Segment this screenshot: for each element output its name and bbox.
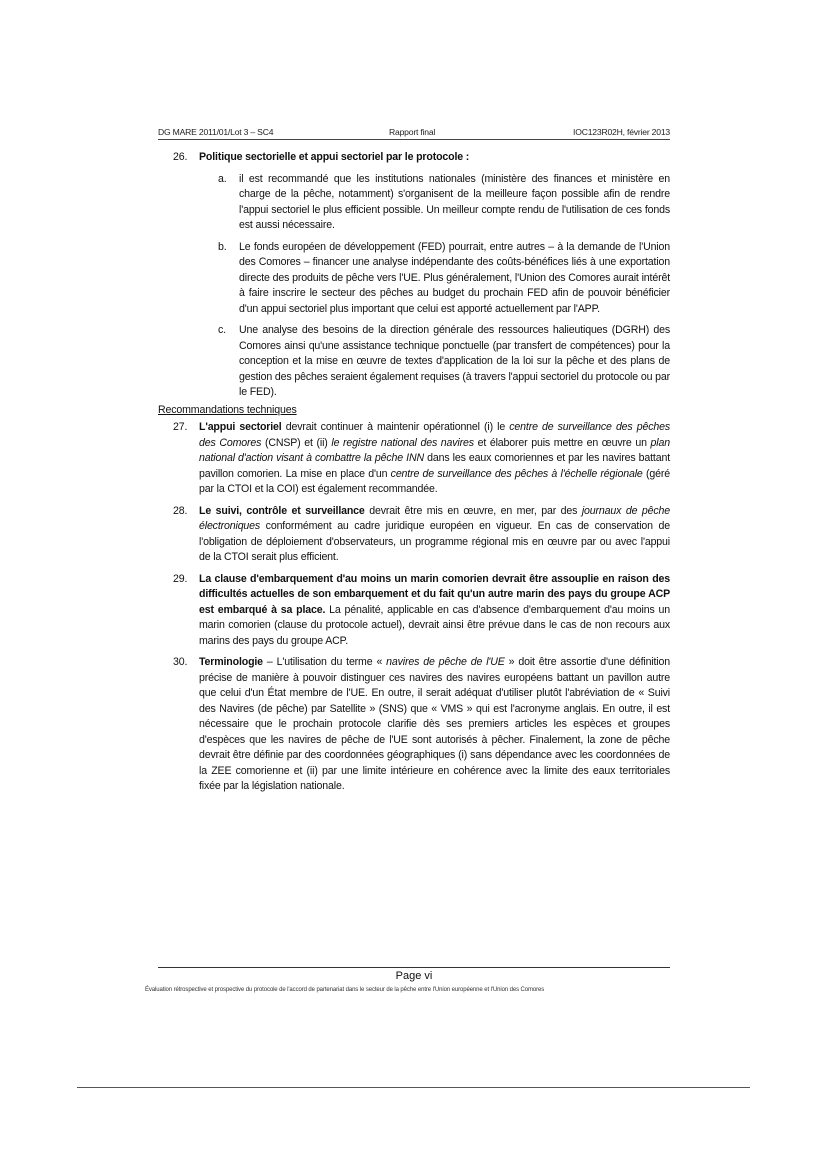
footer-caption: Évaluation rétrospective et prospective du protocole de l'accord de partenariat dans le secteur de la pêche entre l'Union européenne et l'Union des Comores: [145, 987, 545, 993]
item-number: 29.: [173, 572, 188, 585]
item-lead: La clause d'embarquement d'au moins un marin comorien devrait être assouplie en raison des difficultés actuelles de son embarquement et du fait qu'un autre marin des pays du groupe ACP est embarqué à sa place.: [199, 572, 670, 616]
item-text: – L'utilisation du terme «: [262, 656, 387, 668]
recommendation-30: [158, 655, 670, 795]
item-text: conformément au cadre juridique européen en vigueur. En cas de conservation de l'obligation de déploiement d'observateurs, un programme régional mis en œuvre par ou avec l'appui de la CTOI serait plus efficient.: [199, 520, 670, 563]
item-text: (géré par la CTOI et la COI) est également recommandée.: [199, 467, 670, 495]
sub-item-b: [158, 240, 670, 318]
item-text: devrait continuer à maintenir opérationnel (i) le: [281, 421, 510, 433]
item-number: 28.: [173, 504, 188, 517]
header-reference: DG MARE 2011/01/Lot 3 – SC4: [158, 127, 274, 137]
item-text: devrait être mis en œuvre, en mer, par des: [364, 504, 582, 517]
item-emphasis: centre de surveillance des pêches des Comores: [199, 421, 671, 449]
sub-item-c: [158, 323, 670, 401]
footer-divider: [158, 967, 670, 968]
item-emphasis: journaux de pêche électroniques: [199, 504, 670, 532]
recommendation-29: [158, 572, 670, 650]
item-number: 30.: [173, 656, 188, 668]
item-number: 26.: [173, 151, 188, 163]
sub-text: il est recommandé que les institutions nationales (ministère des finances et ministère en charge de la pêche, notamment) s'organisent de la meilleure façon possible afin de rendre l'appui sectoriel le plus efficient possible. Un meilleur compte rendu de l'utilisation de ces fonds est aussi nécessaire.: [239, 172, 670, 231]
recommendation-28: [158, 504, 670, 566]
item-emphasis: plan national d'action visant à combattre la pêche INN: [199, 436, 670, 464]
sub-text: Une analyse des besoins de la direction générale des ressources halieutiques (DGRH) des Comores ainsi qu'une assistance technique ponctuelle (par transfert de compétences) pour la conception et la mise en œuvre de textes d'application de la loi sur la pêche et des plans de gestion des pêches seraient également requises (à travers l'appui sectoriel du protocole ou par le FED).: [239, 324, 670, 398]
recommendation-27: [158, 420, 670, 498]
sub-letter: a.: [218, 172, 227, 185]
sub-text: Le fonds européen de développement (FED) pourrait, entre autres – à la demande de l'Union des Comores – financer une analyse indépendante des coûts-bénéfices liés à une exportation directe des produits de pêche vers l'UE. Plus généralement, l'Union des Comores aurait intérêt à faire inscrire le secteur des pêches au budget du prochain FED afin de pouvoir bénéficier d'un appui sectoriel plus important que celui est apporté actuellement par l'APP.: [239, 240, 670, 315]
sub-letter: c.: [218, 324, 226, 336]
item-emphasis: navires de pêche de l'UE: [386, 656, 505, 668]
header-divider: [158, 139, 670, 140]
page-header: [158, 127, 670, 139]
item-title: Politique sectorielle et appui sectoriel par le protocole :: [199, 151, 470, 163]
recommendation-26: [158, 150, 670, 166]
item-emphasis: centre de surveillance des pêches à l'échelle régionale: [390, 467, 643, 480]
item-text: et élaborer puis mettre en œuvre un: [473, 436, 651, 449]
page-number: Page vi: [395, 970, 433, 982]
item-lead: Terminologie: [199, 656, 263, 668]
section-heading: Recommandations techniques: [158, 403, 297, 416]
item-text: dans les eaux comoriennes et par les navires battant pavillon comorien. La mise en place d'un: [199, 452, 670, 480]
header-doc-id: IOC123R02H, février 2013: [573, 127, 670, 137]
item-emphasis: le registre national des navires: [331, 436, 474, 449]
page-bottom-divider: [77, 1087, 750, 1088]
sub-letter: b.: [218, 240, 227, 253]
item-text: » doit être assortie d'une définition précise de manière à pouvoir distinguer ces navires des navires européens battant un pavillon autre que celui d'un État membre de l'UE. En outre, il serait adéquat d'utiliser plutôt l'abréviation de « Suivi des Navires (de pêche) par Satellite » (SNS) que « VMS » qui est l'acronyme anglais. En outre, il est nécessaire que le prochain protocole clarifie dès ses premiers articles les espèces et groupes d'espèces que les navires de pêche de l'UE sont autorisés à pêcher. Finalement, la zone de pêche devrait être définie par des coordonnées géographiques (i) sans dépendance avec les coordonnées de la ZEE comorienne et (ii) par une limite intérieure en cohérence avec la limite des eaux territoriales fixée par la législation nationale.: [199, 656, 670, 792]
header-report-type: Rapport final: [389, 127, 436, 137]
document-body: [158, 150, 670, 795]
item-text: (CNSP) et (ii): [261, 436, 332, 449]
item-lead: Le suivi, contrôle et surveillance: [199, 504, 365, 517]
item-text: La pénalité, applicable en cas d'absence d'embarquement d'au moins un marin comorien (clause du protocole actuel), devrait ainsi être prévue dans le cas de non recours aux marins des pays du groupe ACP.: [199, 603, 670, 647]
item-number: 27.: [173, 421, 188, 433]
item-lead: L'appui sectoriel: [199, 421, 282, 433]
sub-item-a: [158, 172, 670, 234]
